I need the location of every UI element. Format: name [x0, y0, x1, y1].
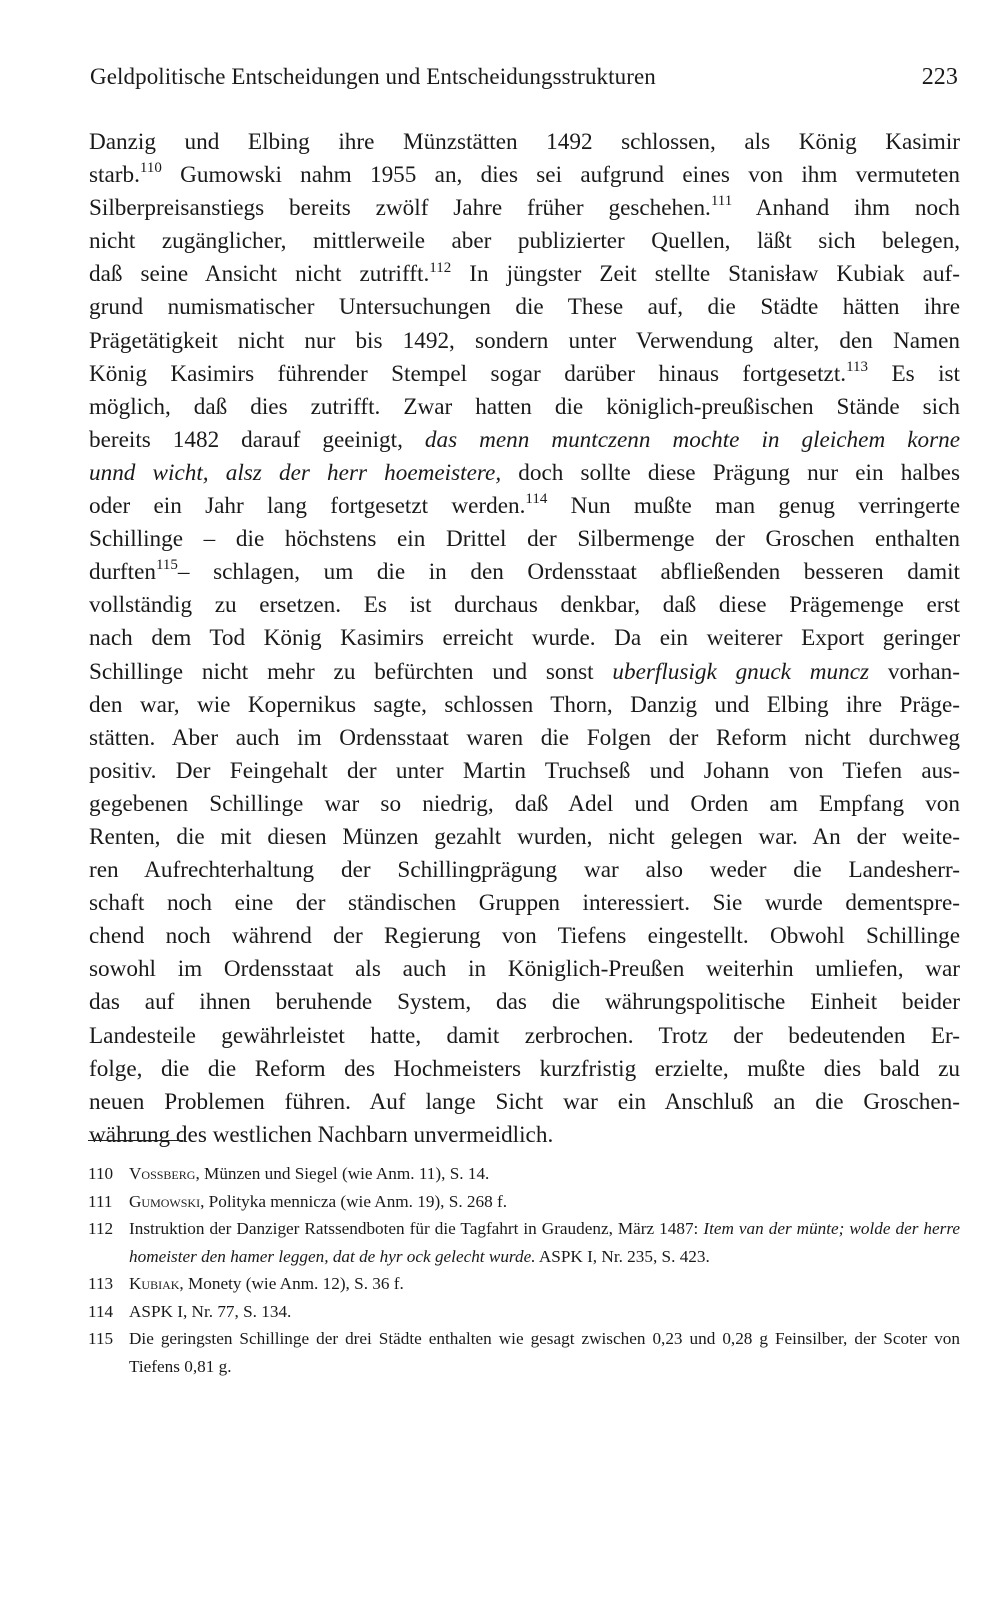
text-run: Gumowski nahm 1955 an, dies sei aufgrund eines von ihm vermuteten — [161, 162, 960, 189]
text-run: daß seine Ansicht nicht zutrifft. — [89, 261, 430, 288]
footnote-text: Die geringsten Schillinge der drei Städte enthalten wie gesagt zwischen 0,23 und 0,28 g Feinsilber, der Scoter von Tiefens 0,81 g. — [129, 1329, 960, 1376]
footnote-author: Kubiak — [129, 1274, 180, 1293]
main-text — [89, 126, 960, 1152]
footnote-number: 110 — [88, 1164, 114, 1183]
text-line — [89, 821, 960, 854]
text-run: ren Aufrechterhaltung der Schillingprägung war also weder die Landesherr- — [89, 857, 960, 884]
text-run: folge, die die Reform des Hochmeisters kurzfristig erzielte, mußte dies bald zu — [89, 1055, 960, 1082]
text-run: stätten. Aber auch im Ordensstaat waren die Folgen der Reform nicht durchweg — [89, 724, 960, 751]
text-run: König Kasimirs führender Stempel sogar darüber hinaus fortgesetzt. — [89, 360, 847, 387]
footnote-citation: ASPK I, Nr. 235, S. 423. — [535, 1246, 710, 1266]
text-line — [89, 258, 960, 291]
footnote-number: 115 — [88, 1329, 114, 1348]
footnote-ref[interactable]: 110 — [139, 160, 162, 177]
footnote-112 — [88, 1215, 960, 1270]
text-line — [89, 755, 960, 788]
footnote-text — [129, 1215, 960, 1270]
footnote-number: 113 — [88, 1274, 114, 1293]
quotation-italic: das menn muntczenn mochte in gleichem korne — [424, 426, 960, 453]
footnote-text — [129, 1160, 960, 1188]
text-run: neuen Problemen führen. Auf lange Sicht war ein Anschluß an die Groschen- — [89, 1088, 960, 1115]
text-run: Schillinge nicht mehr zu befürchten und sonst — [89, 658, 613, 685]
footnote-citation: Instruktion der Danziger Ratssendboten für die Tagfahrt in Graudenz, März 1487: — [129, 1219, 704, 1238]
text-line — [89, 656, 960, 689]
text-line — [89, 689, 960, 722]
text-line — [89, 722, 960, 755]
text-run: vollständig zu ersetzen. Es ist durchaus denkbar, daß diese Prägemenge erst — [89, 592, 960, 619]
text-line — [89, 1053, 960, 1086]
text-line — [89, 159, 960, 192]
footnote-text — [129, 1188, 960, 1216]
page-number: 223 — [921, 64, 958, 90]
text-line — [89, 391, 960, 424]
text-run: doch sollte diese Prägung nur ein halbes — [501, 459, 960, 486]
quotation-italic: unnd wicht, alsz der herr hoemeistere, — [89, 459, 502, 486]
footnote-110 — [88, 1160, 960, 1188]
text-line — [89, 325, 960, 358]
text-run: positiv. Der Feingehalt der unter Martin Truchseß und Johann von Tiefen aus- — [89, 757, 960, 784]
text-run: Nun mußte man genug verringerte — [547, 493, 960, 520]
text-run: chend noch während der Regierung von Tiefens eingestellt. Obwohl Schillinge — [89, 923, 960, 950]
text-run: starb. — [89, 162, 140, 189]
text-run: den war, wie Kopernikus sagte, schlossen Thorn, Danzig und Elbing ihre Präge- — [89, 691, 960, 718]
footnote-ref[interactable]: 115 — [155, 557, 178, 574]
text-run: Silberpreisanstiegs bereits zwölf Jahre früher geschehen. — [89, 195, 711, 222]
text-run: nach dem Tod König Kasimirs erreicht wurde. Da ein weiterer Export geringer — [89, 625, 960, 652]
text-line — [89, 556, 960, 589]
text-line — [89, 1119, 960, 1152]
footnote-number: 111 — [88, 1191, 113, 1211]
text-line — [89, 358, 960, 391]
footnote-114 — [88, 1298, 960, 1326]
text-run: das auf ihnen beruhende System, das die währungspolitische Einheit beider — [89, 989, 960, 1016]
text-line — [89, 225, 960, 258]
text-run: Renten, die mit diesen Münzen gezahlt wurden, nicht gelegen war. An der weite- — [89, 823, 960, 850]
footnote-citation: , Monety (wie Anm. 12), S. 36 f. — [179, 1274, 404, 1293]
text-run: – schlagen, um die in den Ordensstaat abfließenden besseren damit — [177, 559, 960, 586]
text-line — [89, 424, 960, 457]
text-line — [89, 490, 960, 523]
text-line — [89, 788, 960, 821]
text-line — [89, 854, 960, 887]
footnote-ref[interactable]: 112 — [429, 259, 452, 276]
footnote-ref[interactable]: 113 — [846, 358, 869, 375]
footnote-number: 112 — [88, 1219, 114, 1238]
text-run: durften — [89, 559, 156, 586]
footnote-quotation: Item van der münte; wolde der herre homeister den hamer leggen, dat de hyr ock gelecht wurde. — [129, 1219, 960, 1266]
text-run: Schillinge – die höchstens ein Drittel der Silbermenge der Groschen enthalten — [89, 526, 960, 553]
footnote-author: Gumowski — [129, 1191, 201, 1211]
text-run: währung des westlichen Nachbarn unvermeidlich. — [89, 1121, 554, 1148]
footnote-separator — [88, 1140, 183, 1141]
footnote-115 — [88, 1325, 960, 1380]
footnote-citation: , Münzen und Siegel (wie Anm. 11), S. 14. — [195, 1164, 490, 1183]
text-line — [89, 1086, 960, 1119]
footnote-111 — [88, 1188, 960, 1216]
footnote-citation: , Polityka mennicza (wie Anm. 19), S. 268 f. — [200, 1191, 508, 1211]
footnote-author: Vossberg — [129, 1164, 196, 1183]
text-line — [89, 291, 960, 324]
text-run: grund numismatischer Untersuchungen die These auf, die Städte hätten ihre — [89, 294, 960, 321]
text-run: sowohl im Ordensstaat als auch in Königlich-Preußen weiterhin umliefen, war — [89, 956, 960, 983]
running-title: Geldpolitische Entscheidungen und Entscheidungsstrukturen — [90, 64, 656, 89]
text-run: schaft noch eine der ständischen Gruppen interessiert. Sie wurde dementspre- — [89, 890, 960, 917]
text-line — [89, 589, 960, 622]
text-run: Prägetätigkeit nicht nur bis 1492, sondern unter Verwendung alter, den Namen — [89, 327, 960, 354]
text-line — [89, 622, 960, 655]
text-run: Landesteile gewährleistet hatte, damit zerbrochen. Trotz der bedeutenden Er- — [89, 1022, 960, 1049]
text-run: Danzig und Elbing ihre Münzstätten 1492 schlossen, als König Kasimir — [89, 129, 960, 155]
text-line — [89, 887, 960, 920]
footnote-number: 114 — [88, 1301, 114, 1321]
text-line — [89, 192, 960, 225]
footnote-113 — [88, 1270, 960, 1298]
footnote-ref[interactable]: 111 — [710, 193, 733, 210]
text-run: nicht zugänglicher, mittlerweile aber publizierter Quellen, läßt sich belegen, — [89, 228, 960, 255]
running-header — [90, 64, 958, 91]
footnote-text: ASPK I, Nr. 77, S. 134. — [129, 1301, 292, 1321]
text-line — [89, 126, 960, 159]
text-line — [89, 457, 960, 490]
text-run: vorhan- — [869, 658, 960, 685]
text-line — [89, 920, 960, 953]
text-line — [89, 523, 960, 556]
footnote-ref[interactable]: 114 — [525, 491, 548, 508]
text-line — [89, 986, 960, 1019]
text-line — [89, 953, 960, 986]
text-run: Anhand ihm noch — [732, 195, 960, 222]
text-run: gegebenen Schillinge war so niedrig, daß Adel und Orden am Empfang von — [89, 790, 960, 817]
footnote-text — [129, 1270, 960, 1298]
text-run: bereits 1482 darauf geeinigt, — [89, 426, 425, 453]
quotation-italic: uberflusigk gnuck muncz — [612, 658, 870, 685]
footnotes — [88, 1160, 960, 1380]
text-line — [89, 1020, 960, 1053]
text-run: In jüngster Zeit stellte Stanisław Kubiak auf- — [451, 261, 960, 288]
text-run: oder ein Jahr lang fortgesetzt werden. — [89, 493, 526, 520]
text-run: Es ist — [868, 360, 960, 387]
text-run: möglich, daß dies zutrifft. Zwar hatten die königlich-preußischen Stände sich — [89, 393, 960, 420]
